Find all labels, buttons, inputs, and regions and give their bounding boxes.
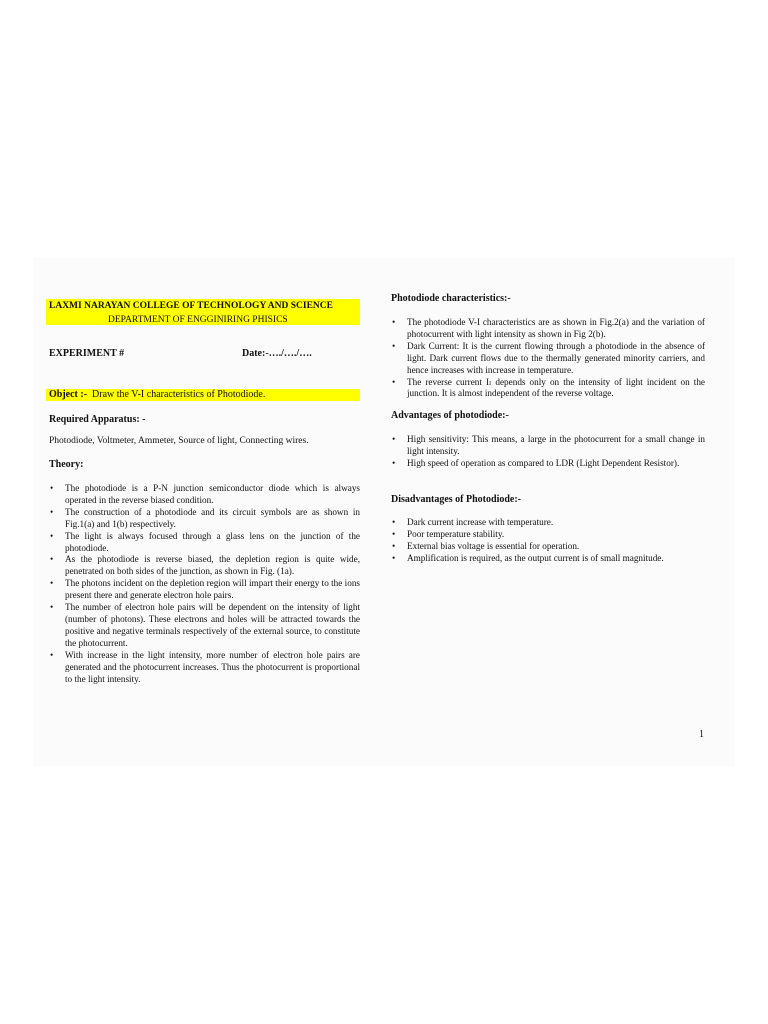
- list-item: • The reverse current Iₗ depends only on the intensity of light incident on the junction. It is almost independent of the reverse voltage.: [391, 377, 705, 401]
- college-name: LAXMI NARAYAN COLLEGE OF TECHNOLOGY AND SCIENCE: [49, 301, 333, 311]
- disadvantages-heading: Disadvantages of Photodiode:-: [391, 494, 522, 505]
- list-item: • Poor temperature stability.: [391, 529, 705, 541]
- department-name: DEPARTMENT OF ENGGINIRING PHISICS: [108, 315, 288, 325]
- list-item: • The photodiode V-I characteristics are as shown in Fig.2(a) and the variation of photocurrent with light intensity as shown in Fig 2(b).: [391, 317, 705, 341]
- list-item: • External bias voltage is essential for operation.: [391, 541, 705, 553]
- apparatus-text: Photodiode, Voltmeter, Ammeter, Source of light, Connecting wires.: [49, 436, 309, 446]
- list-item: • High sensitivity: This means, a large in the photocurrent for a small change in light intensity.: [391, 434, 705, 458]
- list-item: • Dark current increase with temperature.: [391, 517, 705, 529]
- list-item: • The photons incident on the depletion region will impart their energy to the ions present there and generate electron hole pairs.: [49, 578, 360, 602]
- list-item: • Amplification is required, as the output current is of small magnitude.: [391, 553, 705, 565]
- theory-list: [49, 483, 360, 685]
- list-item: • Dark Current: It is the current flowing through a photodiode in the absence of light. Dark current flows due to the thermally generated minority carriers, and hence increases with increase in temperature.: [391, 341, 705, 377]
- list-item: • The number of electron hole pairs will be dependent on the intensity of light (number of photons). These electrons and holes will be attracted towards the positive and negative terminals respectively of the external source, to constitute the photocurrent.: [49, 602, 360, 650]
- advantages-heading: Advantages of photodiode:-: [391, 410, 509, 421]
- page-number: 1: [699, 729, 704, 740]
- object-label: Object :-: [49, 389, 88, 400]
- theory-heading: Theory:: [49, 459, 84, 470]
- characteristics-list: [391, 317, 705, 400]
- list-item: • The light is always focused through a glass lens on the junction of the photodiode.: [49, 531, 360, 555]
- experiment-label: EXPERIMENT #: [49, 348, 125, 359]
- list-item: • High speed of operation as compared to LDR (Light Dependent Resistor).: [391, 458, 705, 470]
- apparatus-heading: Required Apparatus: -: [49, 414, 146, 425]
- disadvantages-list: [391, 517, 705, 565]
- experiment-date: Date:-…./…./….: [242, 348, 312, 359]
- object-line: [49, 389, 265, 400]
- object-text: Draw the V-I characteristics of Photodiode.: [92, 389, 266, 400]
- advantages-list: [391, 434, 705, 470]
- characteristics-heading: Photodiode characteristics:-: [391, 293, 511, 304]
- list-item: • The construction of a photodiode and its circuit symbols are as shown in Fig.1(a) and 1(b) respectively.: [49, 507, 360, 531]
- document-page: [33, 258, 735, 766]
- list-item: • As the photodiode is reverse biased, the depletion region is quite wide, penetrated on both sides of the junction, as shown in Fig. (1a).: [49, 554, 360, 578]
- list-item: • The photodiode is a P-N junction semiconductor diode which is always operated in the reverse biased condition.: [49, 483, 360, 507]
- list-item: • With increase in the light intensity, more number of electron hole pairs are generated and the photocurrent increases. Thus the photocurrent is proportional to the light intensity.: [49, 650, 360, 686]
